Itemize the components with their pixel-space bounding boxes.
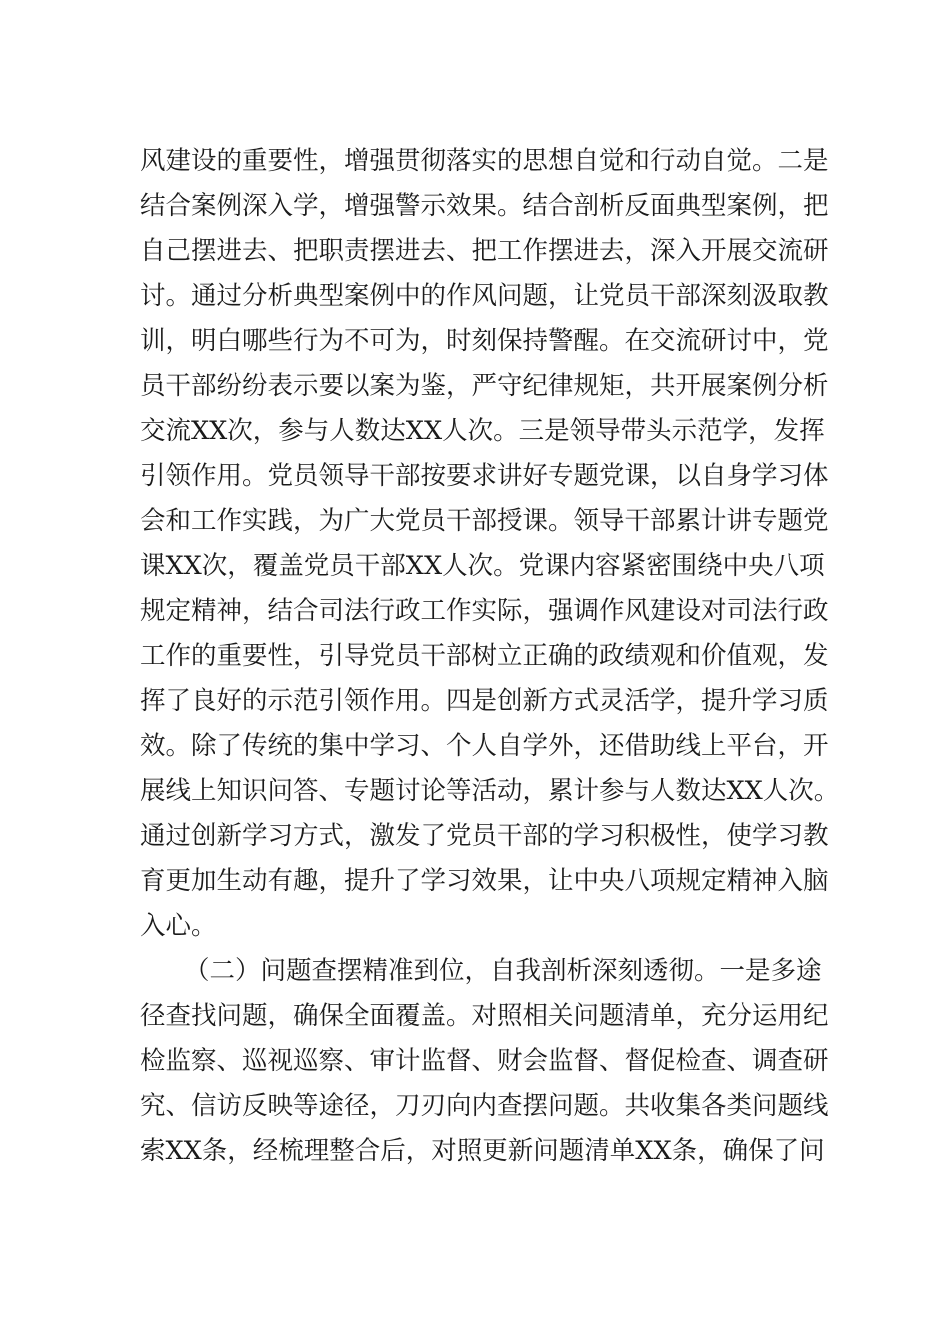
text-line: 径查找问题，确保全面覆盖。对照相关问题清单，充分运用纪 <box>140 1001 829 1031</box>
text-line: 交流XX次，参与人数达XX人次。三是领导带头示范学，发挥 <box>140 416 825 446</box>
text-line: 育更加生动有趣，提升了学习效果，让中央八项规定精神入脑 <box>140 866 829 896</box>
text-line: 风建设的重要性，增强贯彻落实的思想自觉和行动自觉。二是 <box>140 146 829 176</box>
text-line: 引领作用。党员领导干部按要求讲好专题党课，以自身学习体 <box>140 461 829 491</box>
section-heading-line: （二）问题查摆精准到位，自我剖析深刻透彻。一是多途 <box>184 956 822 986</box>
text-line: 训，明白哪些行为不可为，时刻保持警醒。在交流研讨中，党 <box>140 326 829 356</box>
text-line: 通过创新学习方式，激发了党员干部的学习积极性，使学习教 <box>140 821 829 851</box>
text-line: 究、信访反映等途径，刀刃向内查摆问题。共收集各类问题线 <box>140 1091 829 1121</box>
text-line: 会和工作实践，为广大党员干部授课。领导干部累计讲专题党 <box>140 506 829 536</box>
text-line: 展线上知识问答、专题讨论等活动，累计参与人数达XX人次。 <box>140 776 840 806</box>
text-line: 自己摆进去、把职责摆进去、把工作摆进去，深入开展交流研 <box>140 236 829 266</box>
text-line: 效。除了传统的集中学习、个人自学外，还借助线上平台，开 <box>140 731 829 761</box>
text-line: 课XX次，覆盖党员干部XX人次。党课内容紧密围绕中央八项 <box>140 551 825 581</box>
text-line: 结合案例深入学，增强警示效果。结合剖析反面典型案例，把 <box>140 191 829 221</box>
text-line: 检监察、巡视巡察、审计监督、财会监督、督促检查、调查研 <box>140 1046 829 1076</box>
text-line: 入心。 <box>140 911 217 941</box>
text-line: 讨。通过分析典型案例中的作风问题，让党员干部深刻汲取教 <box>140 281 829 311</box>
text-line: 规定精神，结合司法行政工作实际，强调作风建设对司法行政 <box>140 596 829 626</box>
text-line: 员干部纷纷表示要以案为鉴，严守纪律规矩，共开展案例分析 <box>140 371 829 401</box>
text-line: 挥了良好的示范引领作用。四是创新方式灵活学，提升学习质 <box>140 686 829 716</box>
text-line: 工作的重要性，引导党员干部树立正确的政绩观和价值观，发 <box>140 641 829 671</box>
text-line: 索XX条，经梳理整合后，对照更新问题清单XX条，确保了问 <box>140 1136 825 1166</box>
